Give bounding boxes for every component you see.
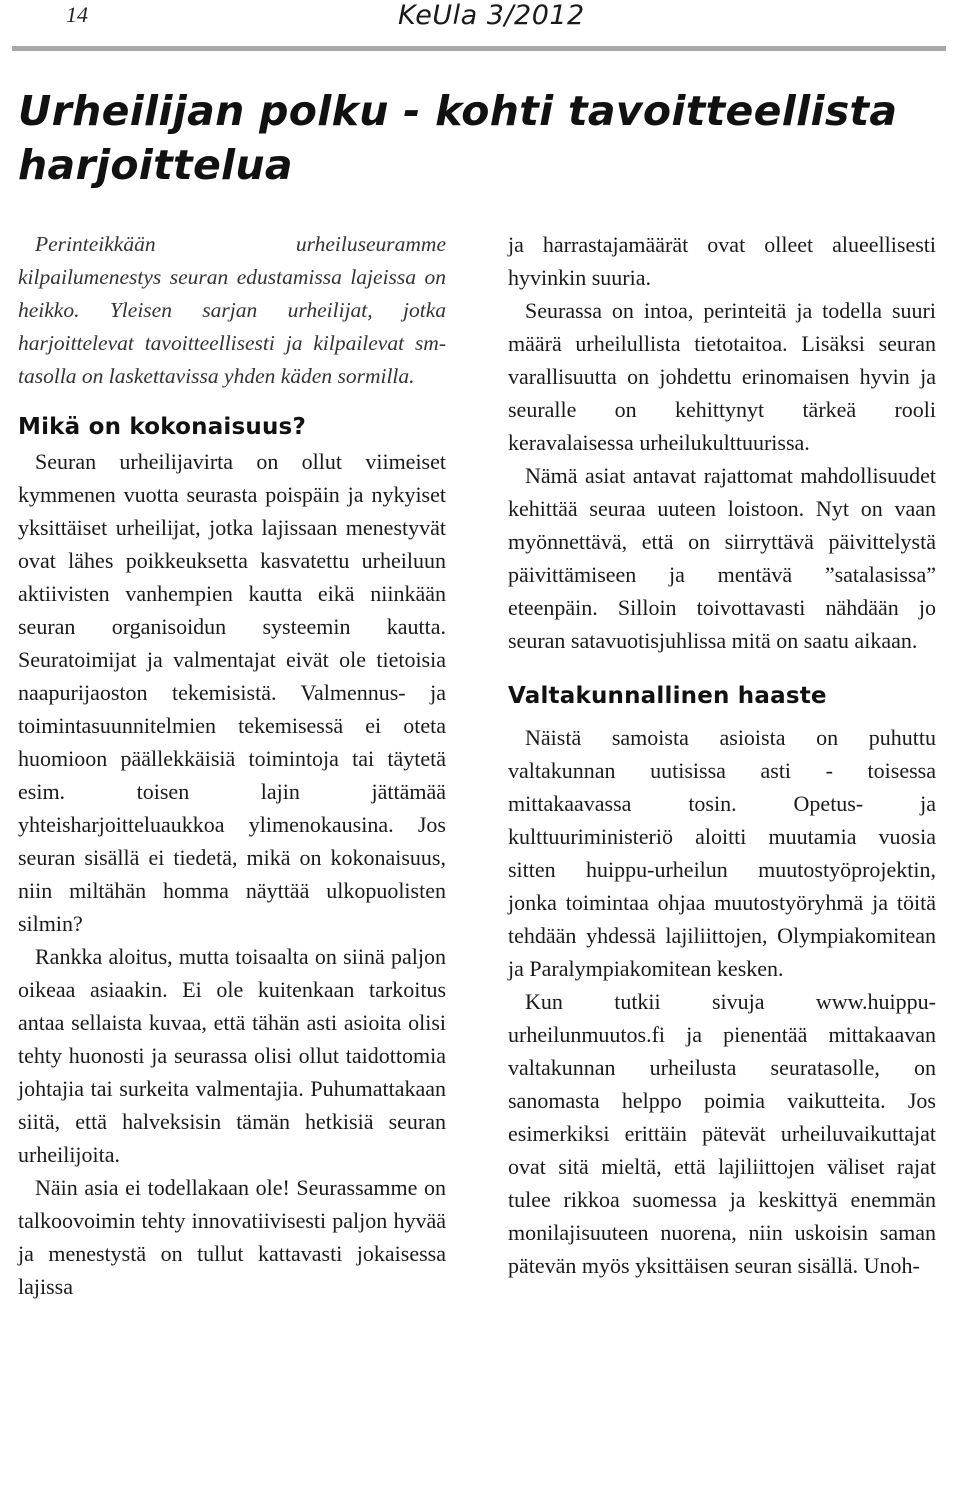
section-heading-kokonaisuus: Mikä on kokonaisuus? <box>18 414 306 440</box>
article-title: Urheilijan polku - kohti tavoitteellista harjoittelua <box>18 87 898 189</box>
body-paragraph: Seurassa on intoa, perinteitä ja todella suuri määrä urheilullista tietotaitoa. Lisäksi seuran varallisuutta on johdettu erinomaisen hyvin ja seuralle on kehittynyt tärkeä rooli keravalaisessa urheilukulttuurissa. <box>508 298 936 455</box>
header-rule <box>12 46 946 51</box>
body-paragraph: Näistä samoista asioista on puhuttu valtakunnan uutisissa asti - toisessa mittakaavassa tosin. Opetus- ja kulttuuriministeriö aloitti muutamia vuosia sitten huippu-urheilun muutostyöprojektin, jonka toimintaa ohjaa muutostyöryhmä ja töitä tehdään yhdessä lajiliittojen, Olympiakomitean ja Paralympiakomitean kesken. <box>508 725 936 981</box>
body-paragraph: Rankka aloitus, mutta toisaalta on siinä paljon oikeaa asiaakin. Ei ole kuitenkaan tarkoitus antaa sellaista kuvaa, että tähän asti asioita olisi tehty huonosti ja seurassa olisi ollut taidottomia johtajia tai surkeita valmentajia. Puhumattakaan siitä, että halveksisin tämän hetkisiä seuran urheilijoita. <box>18 944 446 1167</box>
page-header <box>0 0 960 60</box>
section-heading-valtakunnallinen: Valtakunnallinen haaste <box>508 683 827 709</box>
body-paragraph: Seuran urheilijavirta on ollut viimeiset kymmenen vuotta seurasta poispäin ja nykyiset yksittäiset urheilijat, jotka lajissaan menestyvät ovat lähes poikkeuksetta kasvatettu urheiluun aktiivisten vanhempien kautta eikä niinkään seuran organisoidun systeemin kautta. Seuratoimijat ja valmentajat eivät ole tietoisia naapurijaoston tekemisistä. Valmennus- ja toimintasuunnitelmien tekemisessä ei oteta huomioon päällekkäisiä toimintoja tai täytetä esim. toisen lajin jättämää yhteisharjoitteluaukkoa ylimenokausina. Jos seuran sisällä ei tiedetä, mikä on kokonaisuus, niin miltähän homma näyttää ulkopuolisten silmin? <box>18 449 446 936</box>
magazine-title: KeUla 3/2012 <box>398 0 585 31</box>
body-paragraph: ja harrastajamäärät ovat olleet alueellisesti hyvinkin suuria. <box>508 232 936 290</box>
article-lead: Perinteikkään urheiluseuramme kilpailumenestys seuran edustamissa lajeissa on heikko. Yleisen sarjan urheilijat, jotka harjoittelevat tavoitteellisesti ja kilpailevat sm-tasolla on laskettavissa yhden käden sormilla. <box>18 232 446 388</box>
body-paragraph: Kun tutkii sivuja www.huippu-urheilunmuutos.fi ja pienentää mittakaavan valtakunnan urheilusta seuratasolle, on sanomasta helppo poimia vaikutteita. Jos esimerkiksi erittäin pätevät urheiluvaikuttajat ovat sitä mieltä, että lajiliittojen väliset rajat tulee rikkoa suomessa ja keskittyä enemmän monilajisuuteen nuorena, niin uskoisin saman pätevän myös yksittäisen seuran sisällä. Unoh- <box>508 989 936 1278</box>
body-paragraph: Nämä asiat antavat rajattomat mahdollisuudet kehittää seuraa uuteen loistoon. Nyt on vaan myönnettävä, että on siirryttävä päivittelystä päivittämiseen ja mentävä ”satalasissa” eteenpäin. Silloin toivottavasti nähdään jo seuran satavuotisjuhlissa mitä on saatu aikaan. <box>508 463 936 653</box>
body-paragraph: Näin asia ei todellakaan ole! Seurassamme on talkoovoimin tehty innovatiivisesti paljon hyvää ja menestystä on tullut kattavasti jokaisessa lajissa <box>18 1175 446 1299</box>
page-number: 14 <box>66 2 88 27</box>
right-column <box>508 228 936 1282</box>
left-column <box>18 228 446 1303</box>
